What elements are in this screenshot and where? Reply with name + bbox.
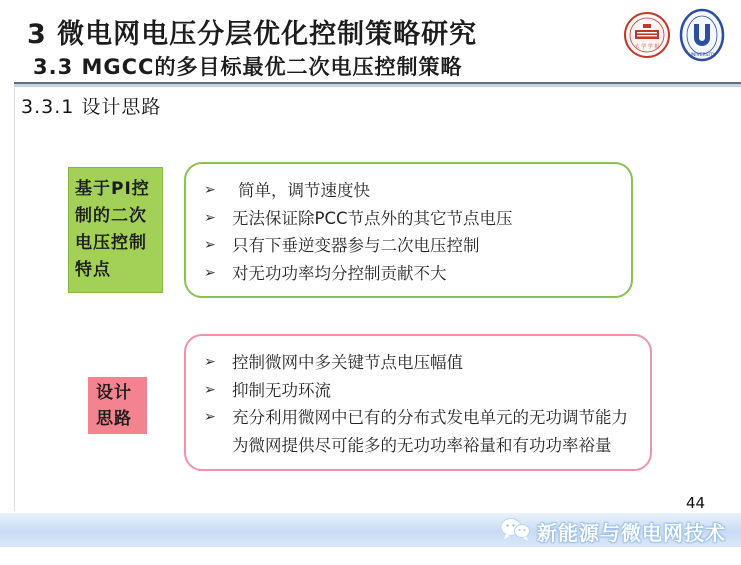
list-item (204, 177, 621, 205)
svg-text:大 学 学 报: 大 学 学 报 (634, 44, 660, 50)
bullet-text: 无法保证除PCC节点外的其它节点电压 (232, 208, 513, 228)
watermark-text: 新能源与微电网技术 (537, 521, 726, 545)
arrow-bullet-icon: ➢ (204, 409, 216, 425)
arrow-bullet-icon: ➢ (204, 381, 216, 398)
wechat-icon (500, 517, 530, 546)
list-item (204, 404, 640, 459)
svg-text:UNIVERSITY: UNIVERSITY (688, 53, 716, 58)
pink-label-box: 设计思路 (88, 377, 147, 434)
logo-group (623, 8, 725, 66)
university-seal-icon (623, 11, 671, 63)
list-item (204, 349, 640, 377)
bullet-text: 只有下垂逆变器参与二次电压控制 (232, 236, 480, 255)
list-item (204, 377, 640, 405)
left-margin-rule (14, 87, 15, 511)
bullet-text: 抑制无功环流 (232, 380, 331, 400)
slide-subtitle: 3.3 MGCC的多目标最优二次电压控制策略 (33, 55, 463, 79)
pink-bullet-list (186, 336, 650, 459)
green-bullet-list (186, 164, 631, 287)
footer-watermark (500, 517, 726, 546)
list-item (204, 232, 621, 260)
bullet-text: 控制微网中多关键节点电压幅值 (232, 353, 463, 372)
green-label-box: 基于PI控制的二次电压控制特点 (68, 167, 163, 293)
header-divider (14, 82, 741, 87)
arrow-bullet-icon: ➢ (204, 237, 216, 253)
bullet-text: 充分利用微网中已有的分布式发电单元的无功调节能力为微网提供尽可能多的无功功率裕量和有功功率裕量 (232, 408, 628, 455)
slide-title: 3 微电网电压分层优化控制策略研究 (27, 19, 478, 50)
bullet-text: 对无功功率均分控制贡献不大 (232, 263, 447, 283)
section-heading: 3.3.1 设计思路 (21, 96, 162, 118)
list-item (204, 260, 621, 288)
green-bullet-box (184, 162, 633, 298)
arrow-bullet-icon: ➢ (204, 182, 216, 198)
bullet-text: 简单，调节速度快 (238, 181, 370, 200)
arrow-bullet-icon: ➢ (204, 209, 216, 226)
list-item (204, 205, 621, 233)
arrow-bullet-icon: ➢ (204, 354, 216, 370)
university-emblem-icon (679, 8, 725, 66)
pink-bullet-box (184, 334, 652, 471)
arrow-bullet-icon: ➢ (204, 264, 216, 281)
page-number: 44 (686, 494, 706, 512)
